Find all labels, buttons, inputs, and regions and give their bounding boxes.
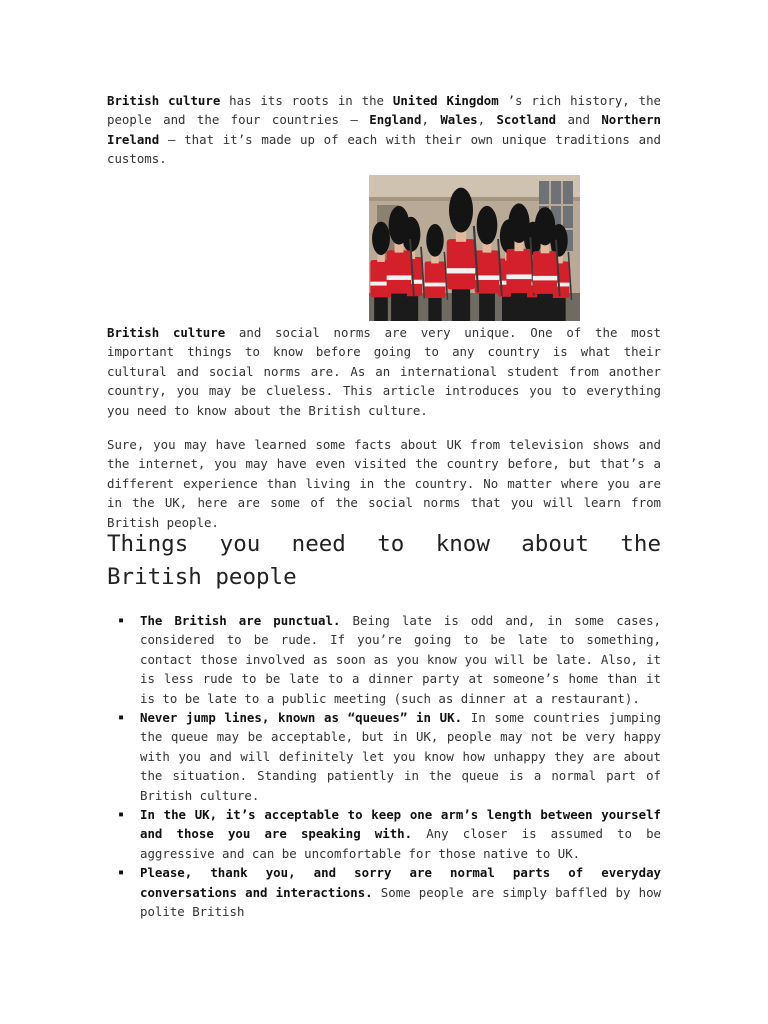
term-united-kingdom: United Kingdom — [392, 93, 499, 108]
term-british-culture: British culture — [107, 93, 221, 108]
list-item: ▪ In the UK, it’s acceptable to keep one arm’s length between yourself and those you are speaking with. Any closer is assumed to be aggressive and can be uncomfortable for those native to UK. — [118, 807, 662, 861]
term-british-culture-2: British culture — [107, 325, 226, 340]
bullet-marker: ▪ — [118, 615, 125, 626]
royal-guards-photo — [369, 175, 580, 321]
term-england: England — [369, 112, 422, 128]
term-scotland: Scotland — [496, 112, 557, 128]
bullet-marker: ▪ — [118, 809, 125, 821]
experience-paragraph: Sure, you may have learned some facts about UK from television shows and the internet, you may have even visited the country before, but that’s a different experience than living in the country. No matter where you are in the UK, here are some of the social norms that you will learn from British people. — [107, 437, 661, 530]
bullet-marker: ▪ — [118, 712, 125, 724]
term-northern-ireland: Northern Ireland — [107, 112, 661, 147]
list-item: ▪ Never jump lines, known as “queues” in UK. In some countries jumping the queue may be acceptable, but in UK, people may not be very happy with you and will definitely let you know how unhappy they are about the situation. Standing patiently in the queue is a normal part of British culture. — [118, 710, 661, 803]
term-wales: Wales — [440, 112, 478, 128]
norms-list — [118, 611, 662, 922]
intro-paragraph: British culture has its roots in the United Kingdom ’s rich history, the people and the four countries – England, Wales, Scotland and Northern Ireland – that it’s made up of each with their own unique traditions and customs. — [107, 93, 661, 167]
list-item: ▪ The British are punctual. Being late is odd and, in some cases, considered to be rude. If you’re going to be late to something, contact those involved as soon as you know you will be late. Also, it is less rude to be late to a dinner party at someone’s home than it is to be late to a public meeting (such as dinner at a restaurant). — [118, 613, 661, 706]
bullet-marker: ▪ — [118, 867, 125, 879]
culture-paragraph: British culture and social norms are very unique. One of the most important things to know before going to any country is what their cultural and social norms are. As an international student from another country, you may be clueless. This article introduces you to everything you need to know about the British culture. — [107, 325, 661, 418]
section-heading: Things you need to know about the British people — [107, 531, 661, 590]
list-item: ▪ Please, thank you, and sorry are normal parts of everyday conversations and interactions. Some people are simply baffled by how polite British — [118, 865, 661, 920]
